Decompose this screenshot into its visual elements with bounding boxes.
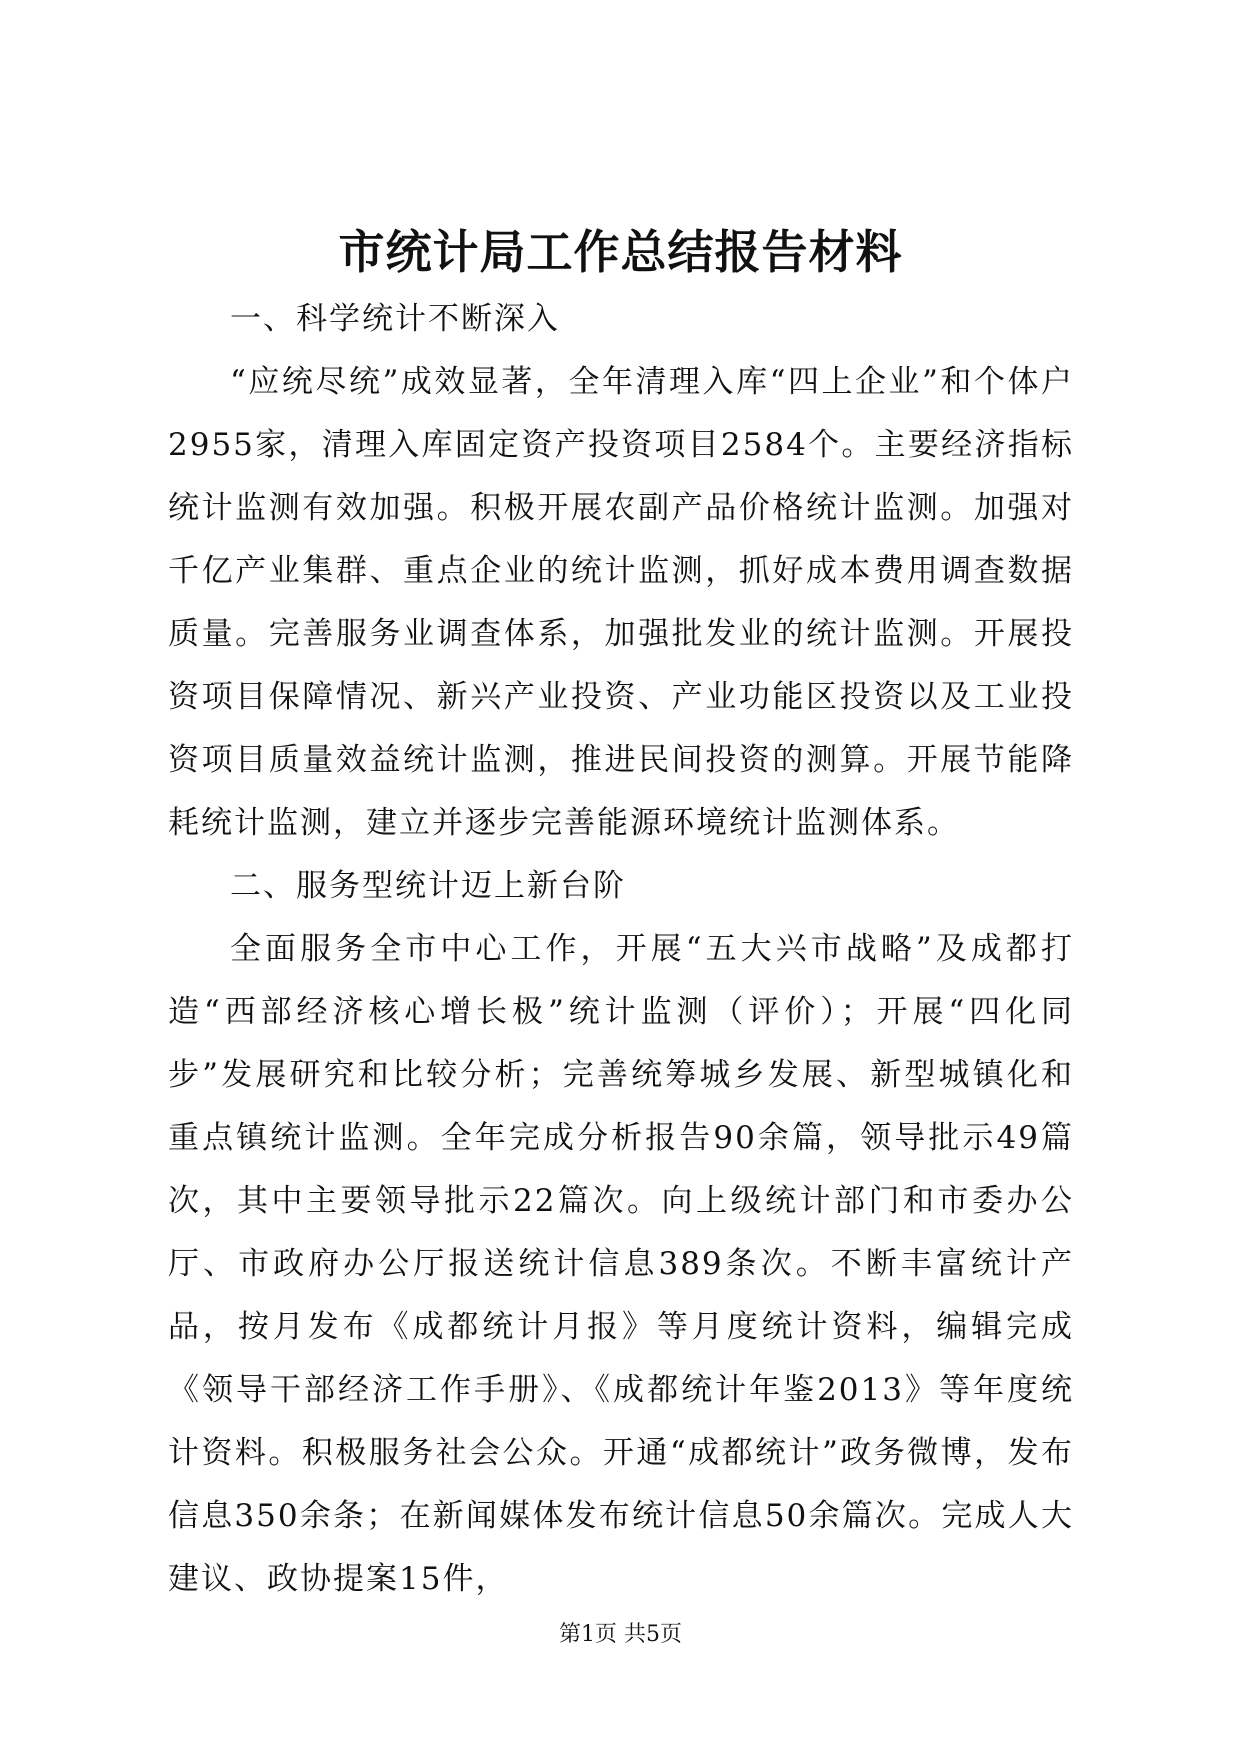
section-paragraph-1: “应统尽统”成效显著，全年清理入库“四上企业”和个体户2955家，清理入库固定资产投资项目2584个。主要经济指标统计监测有效加强。积极开展农副产品价格统计监测。加强对千亿产业集群、重点企业的统计监测，抓好成本费用调查数据质量。完善服务业调查体系，加强批发业的统计监测。开展投资项目保障情况、新兴产业投资、产业功能区投资以及工业投资项目质量效益统计监测，推进民间投资的测算。开展节能降耗统计监测，建立并逐步完善能源环境统计监测体系。	[168, 364, 1074, 841]
page-number-footer: 第1页 共5页	[559, 1622, 682, 1647]
document-body	[168, 288, 1074, 1611]
section-paragraph-2: 全面服务全市中心工作，开展“五大兴市战略”及成都打造“西部经济核心增长极”统计监测（评价）；开展“四化同步”发展研究和比较分析；完善统筹城乡发展、新型城镇化和重点镇统计监测。全年完成分析报告90余篇，领导批示49篇次，其中主要领导批示22篇次。向上级统计部门和市委办公厅、市政府办公厅报送统计信息389条次。不断丰富统计产品，按月发布《成都统计月报》等月度统计资料，编辑完成《领导干部经济工作手册》、《成都统计年鉴2013》等年度统计资料。积极服务社会公众。开通“成都统计”政务微博，发布信息350余条；在新闻媒体发布统计信息50余篇次。完成人大建议、政协提案15件，	[168, 931, 1074, 1597]
section-heading-2: 二、服务型统计迈上新台阶	[230, 868, 626, 904]
section-heading-1: 一、科学统计不断深入	[230, 301, 560, 337]
document-title: 市统计局工作总结报告材料	[338, 225, 903, 279]
